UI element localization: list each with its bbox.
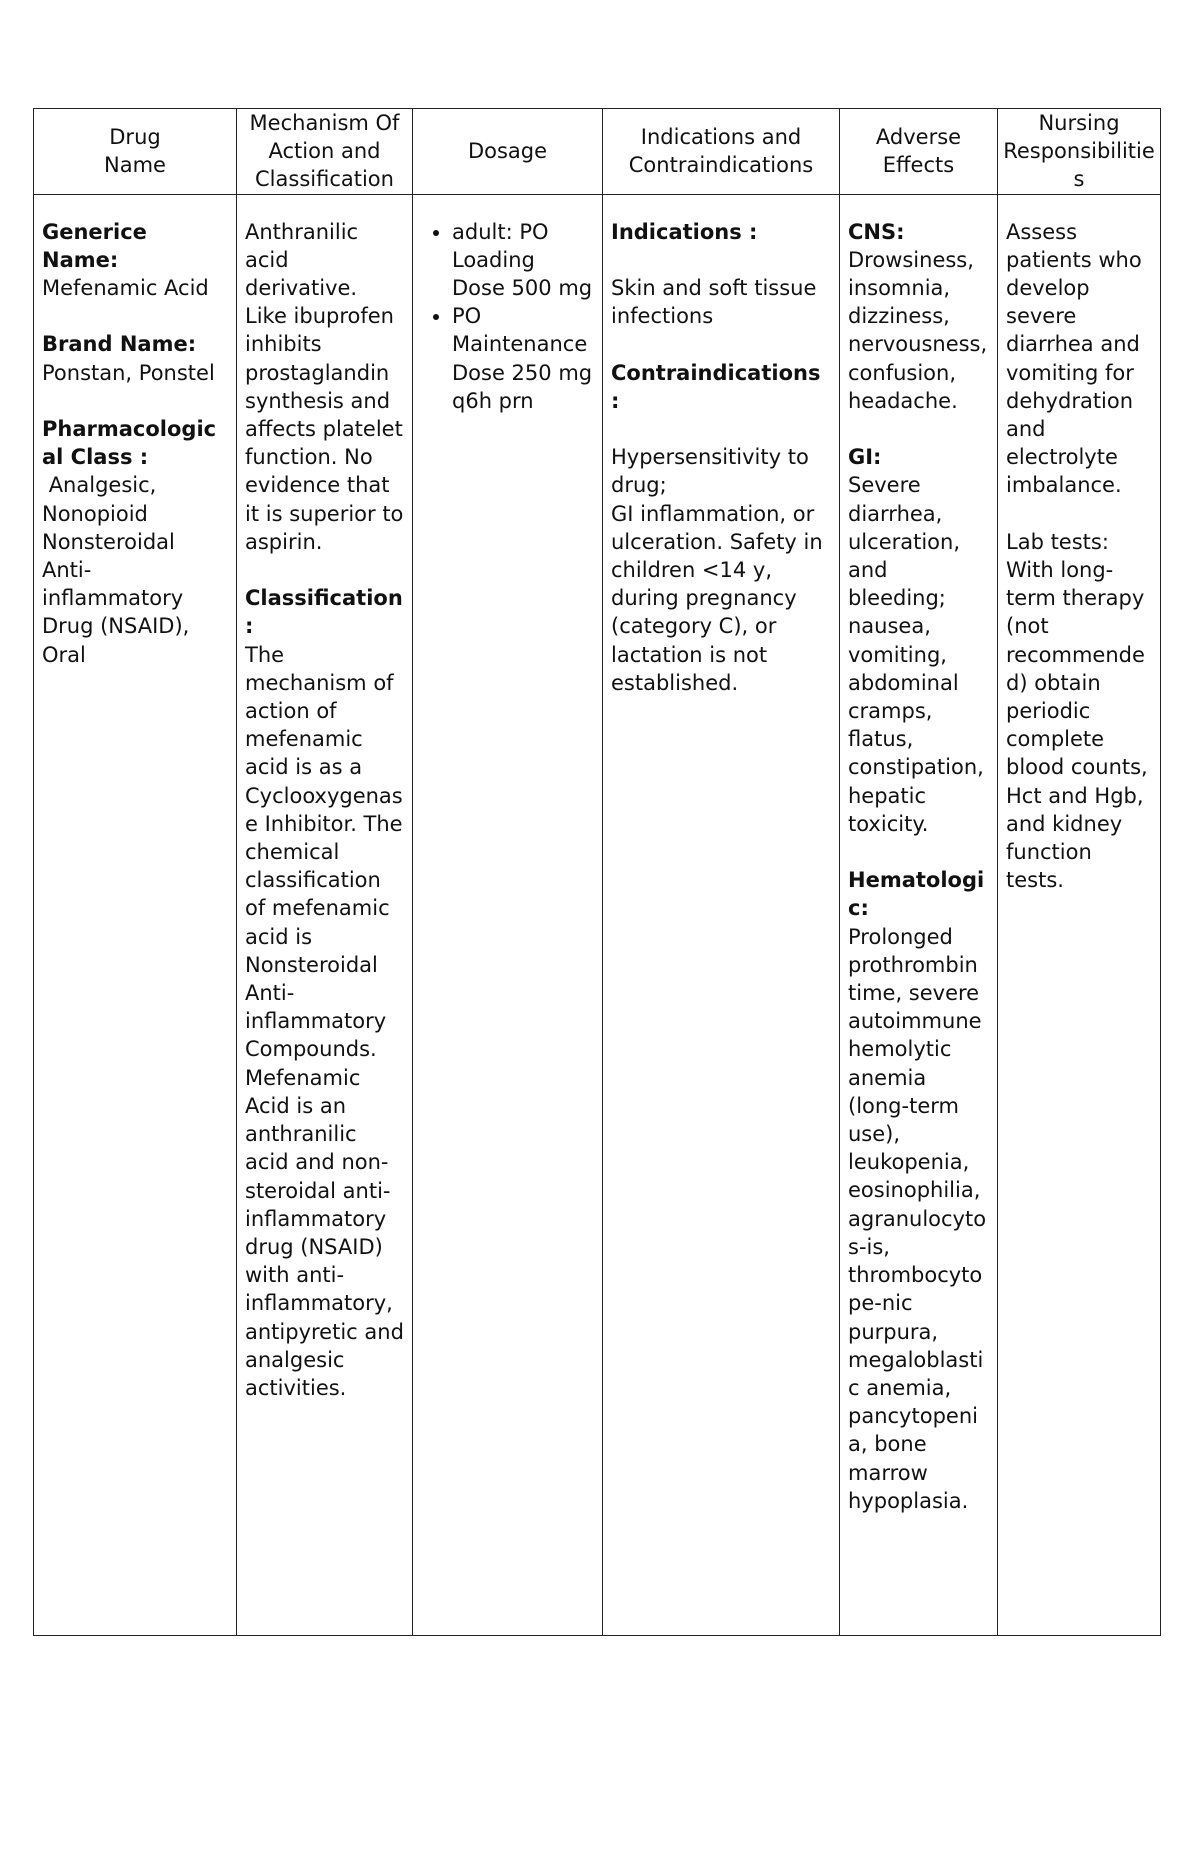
brand-name-label: Brand Name: bbox=[42, 332, 197, 357]
indications-label: Indications : bbox=[611, 219, 758, 244]
indications-text: Skin and soft tissue infections bbox=[611, 276, 817, 329]
generic-name-label: Generice Name: bbox=[42, 219, 147, 272]
header-indications: Indications and Contraindications bbox=[603, 109, 840, 195]
header-dosage: Dosage bbox=[413, 109, 603, 195]
classification-label: Classification : bbox=[245, 586, 403, 639]
cell-dosage bbox=[413, 194, 603, 1635]
gi-text: Severe diarrhea, ulceration, and bleeding; nausea, vomiting, abdominal cramps, flatus, constipation, hepatic toxicity. bbox=[848, 473, 984, 836]
header-nursing: Nursing Responsibilities bbox=[998, 109, 1161, 195]
cns-text: Drowsiness, insomnia, dizziness, nervousness, confusion, headache. bbox=[848, 247, 988, 413]
table-header-row bbox=[34, 109, 1161, 195]
brand-name-value: Ponstan, Ponstel bbox=[42, 360, 215, 385]
contraindications-line-2: GI inflammation, or ulceration. Safety in children <14 y, during pregnancy (category C), or lactation is not established. bbox=[611, 501, 823, 695]
dosage-item-loading: • adult: PO Loading Dose 500 mg bbox=[452, 218, 594, 303]
hematologic-text: Prolonged prothrombin time, severe autoimmune hemolytic anemia (long-term use), leukopenia, eosinophilia, agranulocytos-is, thrombocytope-nic purpura, megaloblastic anemia, pancytopenia, bone marrow hypoplasia. bbox=[848, 924, 987, 1513]
pharm-class-label: Pharmacological Class : bbox=[42, 417, 217, 470]
document-page bbox=[33, 108, 1160, 1636]
hematologic-label: Hematologic: bbox=[848, 868, 985, 921]
header-mechanism: Mechanism Of Action and Classification bbox=[237, 109, 413, 195]
cell-indications bbox=[603, 194, 840, 1635]
cell-mechanism bbox=[237, 194, 413, 1635]
classification-text: The mechanism of action of mefenamic acid is as a Cyclooxygenase Inhibitor. The chemical classification of mefenamic acid is Nonsteroidal Anti-inflammatory Compounds. Mefenamic Acid is an anthranilic acid and non-steroidal anti-inflammatory drug (NSAID) with anti-inflammatory, antipyretic and analgesic activities. bbox=[245, 642, 404, 1400]
contraindications-line-1: Hypersensitivity to drug; bbox=[611, 445, 809, 498]
drug-study-table bbox=[33, 108, 1161, 1636]
nursing-assess-text: Assess patients who develop severe diarrhea and vomiting for dehydration and electrolyte imbalance. bbox=[1006, 219, 1142, 498]
header-drug-name: Drug Name bbox=[34, 109, 237, 195]
cell-nursing bbox=[998, 194, 1161, 1635]
cell-drug-name bbox=[34, 194, 237, 1635]
mechanism-intro: Anthranilic acid derivative. Like ibuprofen inhibits prostaglandin synthesis and affects platelet function. No evidence that it is superior to aspirin. bbox=[245, 219, 404, 554]
nursing-lab-text: Lab tests: With long-term therapy (not recommended) obtain periodic complete blood counts, Hct and Hgb, and kidney function tests. bbox=[1006, 529, 1148, 893]
contraindications-label: Contraindications : bbox=[611, 360, 821, 413]
pharm-class-value: Analgesic, Nonopioid Nonsteroidal Anti-inflammatory Drug (NSAID), Oral bbox=[42, 473, 197, 667]
generic-name-value: Mefenamic Acid bbox=[42, 276, 209, 301]
dosage-list bbox=[421, 218, 594, 415]
gi-label: GI: bbox=[848, 445, 882, 470]
dosage-item-maintenance: • PO Maintenance Dose 250 mg q6h prn bbox=[452, 302, 594, 415]
cell-adverse-effects bbox=[840, 194, 998, 1635]
table-row bbox=[34, 194, 1161, 1635]
cns-label: CNS: bbox=[848, 219, 905, 244]
header-adverse-effects: Adverse Effects bbox=[840, 109, 998, 195]
